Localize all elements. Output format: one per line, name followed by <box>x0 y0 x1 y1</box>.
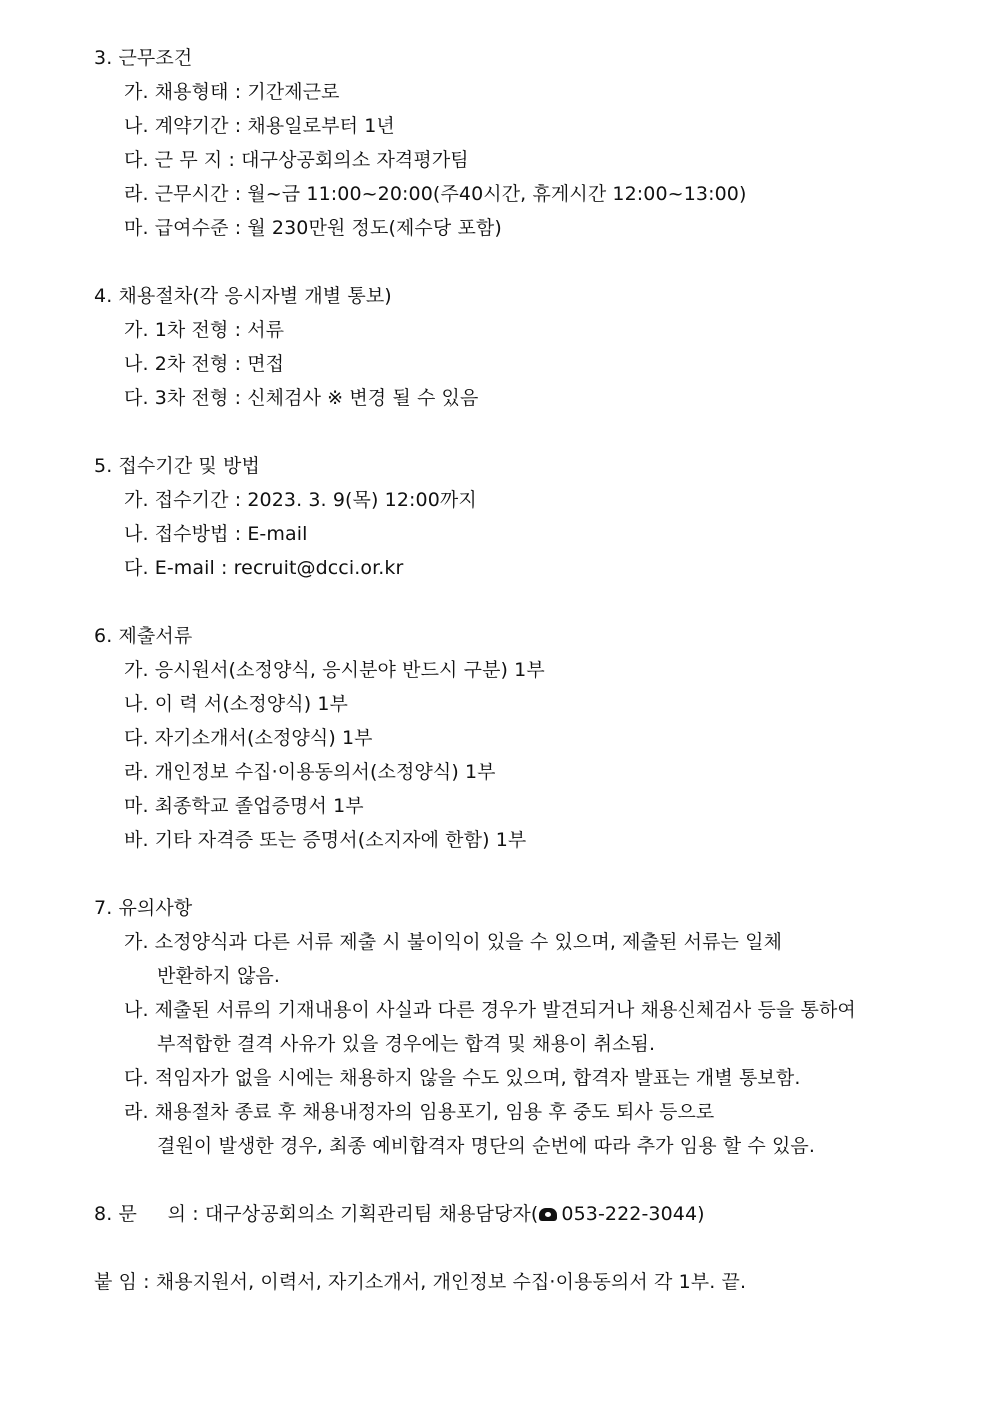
section-5-item-3: 다. E-mail : recruit@dcci.or.kr <box>124 557 404 579</box>
section-3-item-1: 가. 채용형태 : 기간제근로 <box>124 81 340 103</box>
section-7-item-1: 가. 소정양식과 다른 서류 제출 시 불이익이 있을 수 있으며, 제출된 서류는 일체 <box>124 931 783 953</box>
telephone-icon <box>539 1208 557 1221</box>
section-6-item-4: 라. 개인정보 수집·이용동의서(소정양식) 1부 <box>124 761 496 783</box>
inquiry-phone: 053-222-3044) <box>561 1203 705 1225</box>
section-4-item-1: 가. 1차 전형 : 서류 <box>124 319 285 341</box>
section-4-title: 4. 채용절차(각 응시자별 개별 통보) <box>94 285 392 307</box>
section-7-item-2-cont: 부적합한 결격 사유가 있을 경우에는 합격 및 채용이 취소됨. <box>157 1033 656 1055</box>
attachment-line: 붙 임 : 채용지원서, 이력서, 자기소개서, 개인정보 수집·이용동의서 각 1부. 끝. <box>94 1271 747 1293</box>
section-3-title: 3. 근무조건 <box>94 47 193 69</box>
section-6-title: 6. 제출서류 <box>94 625 193 647</box>
section-3-item-3: 다. 근 무 지 : 대구상공회의소 자격평가팀 <box>124 149 469 171</box>
section-3-item-4: 라. 근무시간 : 월~금 11:00~20:00(주40시간, 휴게시간 12:00~13:00) <box>124 183 747 205</box>
section-5-title: 5. 접수기간 및 방법 <box>94 455 260 477</box>
section-6-item-1: 가. 응시원서(소정양식, 응시분야 반드시 구분) 1부 <box>124 659 545 681</box>
section-4-item-3: 다. 3차 전형 : 신체검사 ※ 변경 될 수 있음 <box>124 387 479 409</box>
section-7-item-1-cont: 반환하지 않음. <box>157 965 281 987</box>
section-7-item-4: 라. 채용절차 종료 후 채용내정자의 임용포기, 임용 후 중도 퇴사 등으로 <box>124 1101 715 1123</box>
section-6-item-5: 마. 최종학교 졸업증명서 1부 <box>124 795 364 817</box>
section-6-item-6: 바. 기타 자격증 또는 증명서(소지자에 한함) 1부 <box>124 829 527 851</box>
section-3-item-2: 나. 계약기간 : 채용일로부터 1년 <box>124 115 395 137</box>
section-6-item-3: 다. 자기소개서(소정양식) 1부 <box>124 727 373 749</box>
section-7-item-2: 나. 제출된 서류의 기재내용이 사실과 다른 경우가 발견되거나 채용신체검사 등을 통하여 <box>124 999 856 1021</box>
section-8-inquiry <box>94 1201 705 1227</box>
section-3-item-5: 마. 급여수준 : 월 230만원 정도(제수당 포함) <box>124 217 502 239</box>
section-7-item-3: 다. 적임자가 없을 시에는 채용하지 않을 수도 있으며, 합격자 발표는 개별 통보함. <box>124 1067 801 1089</box>
section-6-item-2: 나. 이 력 서(소정양식) 1부 <box>124 693 348 715</box>
section-5-item-2: 나. 접수방법 : E-mail <box>124 523 308 545</box>
section-5-item-1: 가. 접수기간 : 2023. 3. 9(목) 12:00까지 <box>124 489 477 511</box>
section-7-item-4-cont: 결원이 발생한 경우, 최종 예비합격자 명단의 순번에 따라 추가 임용 할 수 있음. <box>157 1135 816 1157</box>
section-4-item-2: 나. 2차 전형 : 면접 <box>124 353 285 375</box>
section-7-title: 7. 유의사항 <box>94 897 193 919</box>
inquiry-label: 8. 문 의 : 대구상공회의소 기획관리팀 채용담당자( <box>94 1203 539 1225</box>
